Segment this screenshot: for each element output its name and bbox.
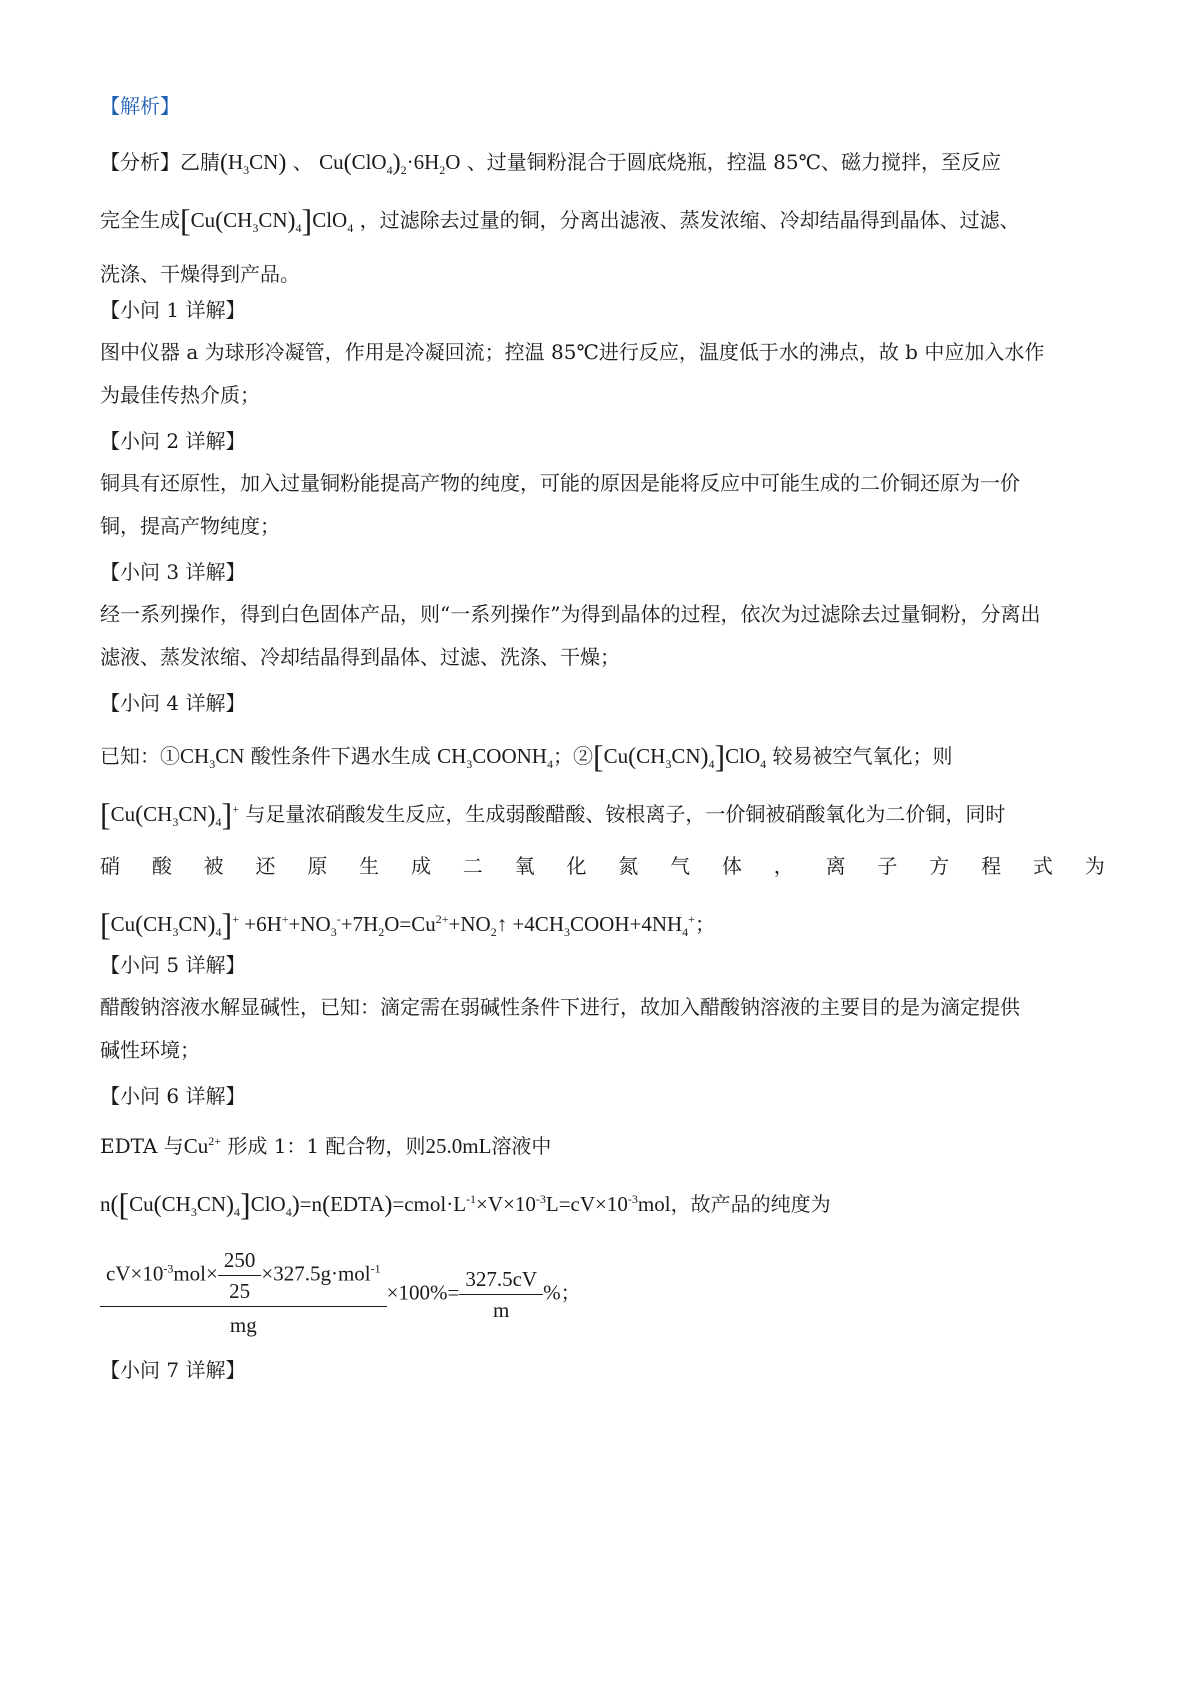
analysis-line-1: 【分析】乙腈$(H_3CN)$ 、 $Cu(ClO_4)_2\cdot 6H_2O$ 、过量铜粉混合于圆底烧瓶，控温 85℃、磁力搅拌，至反应 [100, 150, 1001, 178]
spread-char: ， [773, 854, 794, 878]
q4-line-3 [100, 840, 1105, 892]
spread-char: 程 [981, 854, 1002, 878]
spread-char: 被 [203, 854, 224, 878]
q4-line-1: 已知：$①CH_3CN$ 酸性条件下遇水生成 $CH_3COONH_4$；$②[Cu(CH_3CN)_4]ClO_4$ 较易被空气氧化；则 [100, 738, 953, 774]
spread-char: 酸 [151, 854, 172, 878]
spread-char: 原 [307, 854, 328, 878]
purity-result-fraction: $\frac{327.5cV}{m}$ [459, 1264, 543, 1325]
q6-line-1: EDTA 与$Cu^{2+}$ 形成 1：1 配合物，则25.0mL溶液中 [100, 1134, 552, 1158]
spread-char: 气 [670, 854, 691, 878]
spread-char: 生 [359, 854, 380, 878]
spread-char: 还 [255, 854, 276, 878]
q1-body: 图中仪器 a 为球形冷凝管，作用是冷凝回流；控温 85℃进行反应，温度低于水的沸点，故 b 中应加入水作 为最佳传热介质； [100, 340, 1045, 407]
q2-body: 铜具有还原性，加入过量铜粉能提高产物的纯度，可能的原因是能将反应中可能生成的二价铜还原为一价 铜，提高产物纯度； [100, 471, 1020, 538]
purity-fraction: $cV\times 10^{-3}mol\times$ $\frac{250}{25}$ ×327.5g·mol$^{-1}$ mg [100, 1245, 387, 1343]
q6-body [100, 1122, 1105, 1228]
analysis-paragraph [100, 135, 1105, 301]
spread-char: 化 [566, 854, 587, 878]
spread-char: 硝 [100, 854, 120, 878]
spread-char: 氧 [514, 854, 535, 878]
spread-char: 氮 [618, 854, 639, 878]
spread-char: 式 [1032, 854, 1053, 878]
analysis-line-3: 洗涤、干燥得到产品。 [100, 262, 300, 286]
analysis-line-2: 完全生成$[Cu(CH_3CN)_4]ClO_4$ ，过滤除去过量的铜，分离出滤液、蒸发浓缩、冷却结晶得到晶体、过滤、 [100, 202, 1020, 238]
spread-char: 离 [825, 854, 846, 878]
q5-body: 醋酸钠溶液水解显碱性，已知：滴定需在弱碱性条件下进行，故加入醋酸钠溶液的主要目的是为滴定提供 碱性环境； [100, 995, 1020, 1062]
q1-heading: 【小问 1 详解】 [100, 298, 246, 322]
q7-heading: 【小问 7 详解】 [100, 1358, 246, 1382]
purity-formula: $cV\times 10^{-3}mol\times$ $\frac{250}{25}$ ×327.5g·mol$^{-1}$ mg ×100%= $\frac{327.5cV}{m}$ %； [100, 1245, 581, 1343]
spread-char: 成 [410, 854, 431, 878]
spread-char: 二 [462, 854, 483, 878]
q4-heading: 【小问 4 详解】 [100, 691, 246, 715]
q3-heading: 【小问 3 详解】 [100, 560, 246, 584]
q4-body [100, 730, 1105, 950]
section-title: 【解析】 [100, 94, 180, 118]
q4-line-2: $[Cu(CH_3CN)_4]^+$ 与足量浓硝酸发生反应，生成弱酸醋酸、铵根离子，一价铜被硝酸氧化为二价铜，同时 [100, 796, 1006, 832]
spread-char: 体 [721, 854, 742, 878]
q4-equation: $[Cu(CH_3CN)_4]^+$ $+6H^++NO_3^-+7H_2O=Cu^{2+}+NO_2↑$ $+4CH_3COOH+4NH_4^+$； [100, 906, 715, 942]
spread-char: 子 [877, 854, 898, 878]
q2-heading: 【小问 2 详解】 [100, 429, 246, 453]
spread-char: 方 [929, 854, 950, 878]
q5-heading: 【小问 5 详解】 [100, 953, 246, 977]
q6-heading: 【小问 6 详解】 [100, 1084, 246, 1108]
q3-body: 经一系列操作，得到白色固体产品，则“一系列操作”为得到晶体的过程，依次为过滤除去过量铜粉，分离出 滤液、蒸发浓缩、冷却结晶得到晶体、过滤、洗涤、干燥； [100, 602, 1041, 669]
spread-char: 为 [1084, 854, 1105, 878]
q6-line-2: $n([Cu(CH_3CN)_4]ClO_4)=n(EDTA)=cmol\cdot L^{-1}\times V\times 10^{-3}L=cV\times 10^{-3}mol$，故产品的纯度为 [100, 1186, 831, 1222]
